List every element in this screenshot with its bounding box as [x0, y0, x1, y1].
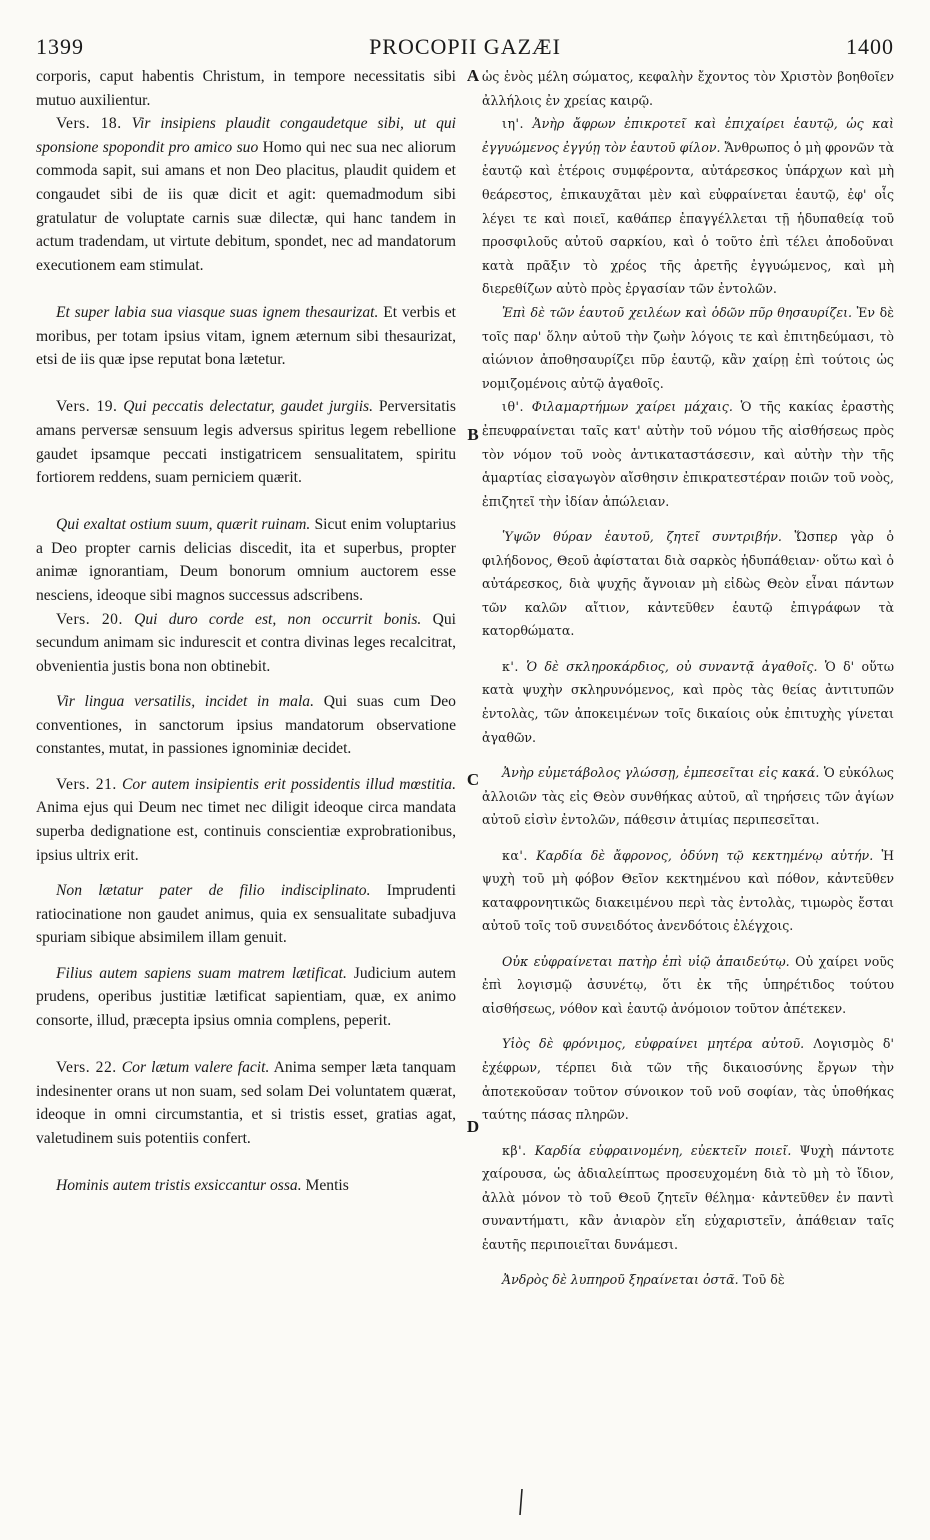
- commentary-text: Ὁ εὐκόλως ἀλλοιῶν τὰς εἰς Θεὸν συνθήκας αὐτοῦ, αἳ τηρήσεις τῶν ἁγίων αὐτοῦ εἰσὶν ἐντολῶν, πάθεσιν ἀτιμίας περιπεσεῖται.: [482, 765, 894, 828]
- greek-paragraph: [482, 1268, 894, 1292]
- verse-number: ιθ'.: [502, 399, 524, 415]
- margin-letter-a: A: [466, 66, 480, 85]
- latin-paragraph: [36, 773, 456, 867]
- verse-number: Vers. 22.: [56, 1058, 117, 1076]
- commentary-text: Ἐν δὲ τοῖς παρ' ὅλην αὐτοῦ τὴν ζωὴν λόγοις τε καὶ ἐπιτηδεύμασι, τὸ αἰώνιον ἀποθησαυρίζει πῦρ ἑαυτῷ, κἂν χαίρῃ ἐπὶ τούτοις ὡς νομιζομένοις αὐτῷ ἀγαθοῖς.: [482, 304, 894, 391]
- verse-number: ιη'.: [502, 116, 524, 132]
- greek-column: [482, 65, 894, 1515]
- greek-paragraph: [482, 655, 894, 749]
- commentary-text: Qui secundum animam sic indurescit et contra divinas leges recalcitrat, obvenientia justis bona non obtinebit.: [36, 610, 456, 675]
- margin-letter-d: D: [466, 1117, 480, 1136]
- latin-paragraph: [36, 1174, 456, 1198]
- commentary-text: Ὥσπερ γὰρ ὁ φιλήδονος, Θεοῦ ἀφίσταται διὰ σαρκὸς ἡδυπάθειαν· οὕτω καὶ ὁ αὐτάρεσκος, διὰ ψυχῆς ἄγνοιαν μὴ εἰδὼς Θεὸν εἶναι πάντων τῶν καλῶν αἴτιον, κἀντεῦθεν ἑαυτῷ ἐπιγράφων τὰ κατορθώματα.: [482, 529, 894, 639]
- commentary-text: Qui suas cum Deo conventiones, in sanctorum ipsius mandatorum observatione constantes, mutat, in passiones ignominiæ decidet.: [36, 693, 456, 758]
- margin-letter-c: C: [466, 770, 480, 789]
- latin-paragraph: [36, 301, 456, 372]
- verse-lemma: Καρδία δὲ ἄφρονος, ὀδύνη τῷ κεκτημένῳ αὐτήν.: [536, 847, 874, 863]
- commentary-text: Imprudenti ratiocinatione non gaudet animus, quia ex sensualitate subadjuva spuriam sibique absimilem illam genuit.: [36, 881, 456, 947]
- verse-number: κ'.: [502, 658, 519, 674]
- verse-lemma: Et super labia sua viasque suas ignem thesaurizat.: [56, 303, 379, 321]
- verse-lemma: Οὐκ εὐφραίνεται πατὴρ ἐπὶ υἱῷ ἀπαιδεύτῳ.: [502, 953, 790, 969]
- page-number-left: 1399: [36, 34, 84, 59]
- verse-lemma: Καρδία εὐφραινομένη, εὐεκτεῖν ποιεῖ.: [534, 1142, 792, 1158]
- commentary-text: Λογισμὸς δ' ἐχέφρων, τέρπει διὰ τῶν τῆς δικαιοσύνης ἔργων τὴν ἀποτεκοῦσαν τοῦτον σύνοικον τοῦ νοῦ σοφίαν, τὰς ὑποθήκας ταύτης πάσας πληρῶν.: [482, 1036, 894, 1123]
- greek-paragraph: [482, 112, 894, 301]
- margin-letter-b: B: [467, 425, 479, 444]
- verse-lemma: Ἐπὶ δὲ τῶν ἑαυτοῦ χειλέων καὶ ὁδῶν πῦρ θησαυρίζει.: [502, 304, 853, 320]
- ink-flourish-mark: [516, 1487, 526, 1517]
- verse-number: Vers. 20.: [56, 610, 123, 628]
- verse-lemma: Hominis autem tristis exsiccantur ossa.: [56, 1176, 302, 1194]
- verse-lemma: Qui exaltat ostium suum, quærit ruinam.: [56, 516, 311, 534]
- commentary-text: Ὁ τῆς κακίας ἐραστὴς ἐπευφραίνεται ταῖς κατ' αὐτὴν τοῦ νόμου τῆς αἰσθήσεως πρὸς τὸν νόμον τοῦ νοὸς ἀντικαταστάσεσιν, καὶ αὐτὴν τὴν τῆς ἁμαρτίας εἰσαγωγὸν αἴσθησιν ἐπικρατεστέραν ποιῶν τοῦ νοὸς, ἐπιζητεῖ τὴν ἰδίαν ἀπώλειαν.: [482, 399, 894, 509]
- greek-paragraph: ὡς ἑνὸς μέλη σώματος, κεφαλὴν ἔχοντος τὸν Χριστὸν βοηθοῖεν ἀλλήλοις ἐν χρείας καιρῷ.: [482, 69, 894, 108]
- latin-paragraph: [36, 690, 456, 761]
- verse-number: κβ'.: [502, 1142, 527, 1158]
- verse-lemma: Ὁ δὲ σκληροκάρδιος, οὐ συναντᾷ ἀγαθοῖς.: [526, 658, 818, 674]
- commentary-text: Οὐ χαίρει νοῦς ἐπὶ λογισμῷ ἀσυνέτῳ, ὅτι ἐκ τῆς ὑπηρέτιδος τούτου αἰσθήσεως, νόθον καὶ ἑαυτῷ ἀνόμοιον τοῦτον ἀπέτεκεν.: [482, 953, 894, 1016]
- commentary-text: Ἄνθρωπος ὁ μὴ φρονῶν τὰ ἑαυτῷ καὶ ἑτέροις συμφέροντα, αὐτάρεσκος ὑπάρχων καὶ μὴ θεάρεστος, ἐπικαυχᾶται μὲν καὶ εὐφραίνεται ἑαυτῷ, ἐφ' οἷς λέγει τε καὶ ποιεῖ, καθάπερ ἐπαγγέλλεται τῇ ἡδυπαθείᾳ τοῦ προσφιλοῦς αὐτοῦ σαρκίου, καὶ ὁ τοῦτο ἐπὶ τέλει ἀποδοῦναι κατὰ πρᾶξιν τὸ χρέος τῆς ἀρετῆς ἐγγυώμενος, καὶ μὴ διερεθίζων αὐτὸ πρὸς ἐργασίαν τῶν ἐντολῶν.: [482, 139, 894, 297]
- commentary-text: Judicium autem prudens, operibus justitiæ lætificat sapientiam, quæ, ex animo consorte, illud, præcepta ipsius omnia complens, peperit.: [36, 964, 456, 1029]
- commentary-text: Ὁ δ' οὕτω κατὰ ψυχὴν σκληρυνόμενος, καὶ πρὸς τὰς θείας ἀντιτυπῶν ἐντολὰς, τῶν ἀποκειμένων τοῖς δικαίοις οὐκ ἐπιτυχὴς γίνεται ἀγαθῶν.: [482, 658, 894, 745]
- verse-lemma: Vir lingua versatilis, incidet in mala.: [56, 693, 314, 711]
- latin-paragraph: [36, 513, 456, 607]
- running-title: PROCOPII GAZÆI: [369, 34, 561, 59]
- verse-number: Vers. 18.: [56, 115, 122, 133]
- greek-paragraph: [482, 844, 894, 938]
- verse-number: Vers. 19.: [56, 398, 118, 416]
- commentary-text: Ἡ ψυχὴ τοῦ μὴ φόβον Θεῖον κεκτημένου καὶ πόθον, κἀντεῦθεν καταφρονητικῶς διακειμένου περὶ τὰς ἐντολὰς, τιμωρὸς ἔσται αὐτοῦ τοῖς τοῦ συνειδότος ἀνενδότοις ἐλέγχοις.: [482, 847, 894, 934]
- verse-lemma: Ἀνδρὸς δὲ λυπηροῦ ξηραίνεται ὀστᾶ.: [502, 1272, 739, 1288]
- commentary-text: Homo qui nec sua nec aliorum commoda sapit, sui amans et non Deo placitus, plaudit quidem et congaudet sibi de iis quæ dicit et agit: quemadmodum sibi gratulatur de voluptate carnis suæ dilectæ, qui hanc tandem in actum tradendam, ut virtute debitum, spondet, nec ad mandatorum executionem eam stimulat.: [36, 138, 456, 274]
- verse-lemma: Ἀνὴρ ἄφρων ἐπικροτεῖ καὶ ἐπιχαίρει ἑαυτῷ, ὡς καὶ ἐγγυώμενος ἐγγύῃ τὸν ἑαυτοῦ φίλον.: [482, 116, 894, 155]
- greek-paragraph: [482, 301, 894, 395]
- verse-number: κα'.: [502, 847, 528, 863]
- verse-lemma: Vir insipiens plaudit congaudetque sibi, ut qui sponsione spopondit pro amico suo: [36, 115, 456, 156]
- commentary-text: Anima ejus qui Deum nec timet nec diligit ideoque circa mandata superba dedignatione est, continuis conscientiæ exprobrationibus, ipsius ultrix erit.: [36, 799, 456, 864]
- latin-paragraph: [36, 962, 456, 1033]
- verse-lemma: Ἀνὴρ εὐμετάβολος γλώσσῃ, ἐμπεσεῖται εἰς κακά.: [502, 765, 820, 781]
- greek-paragraph: [482, 525, 894, 643]
- verse-lemma: Cor lætum valere facit.: [121, 1058, 270, 1076]
- latin-paragraph: [36, 1056, 456, 1150]
- verse-lemma: Non lætatur pater de filio indisciplinato.: [56, 881, 371, 899]
- page-header: [36, 34, 894, 60]
- latin-paragraph: [36, 608, 456, 679]
- verse-lemma: Φιλαμαρτήμων χαίρει μάχαις.: [531, 399, 733, 415]
- latin-paragraph: corporis, caput habentis Christum, in tempore necessitatis sibi mutuo auxilientur.: [36, 68, 456, 109]
- verse-lemma: Qui duro corde est, non occurrit bonis.: [134, 610, 422, 628]
- greek-paragraph: [482, 761, 894, 832]
- commentary-text: Et verbis et moribus, per totam ipsius vitam, ignem æternum sibi thesaurizat, etsi de iis quæ ipse reputat bona lætetur.: [36, 303, 456, 369]
- commentary-text: Ψυχὴ πάντοτε χαίρουσα, ὡς ἀδιαλείπτως προσευχομένη διὰ τὸ μὴ τὸ ἴδιον, ἀλλὰ μόνον τὸ τοῦ Θεοῦ ζητεῖν θέλημα· κἀντεῦθεν ἐν παντὶ συναντήματι, κἂν ἀνιαρὸν εἴη εὐχαριστεῖν, ἀπάθειαν ταῖς ἑαυτῆς περιποιεῖται δυνάμεσι.: [482, 1142, 894, 1252]
- commentary-text: Τοῦ δὲ: [742, 1272, 785, 1288]
- verse-lemma: Cor autem insipientis erit possidentis illud mœstitia.: [122, 775, 456, 793]
- verse-lemma: Filius autem sapiens suam matrem lætificat.: [56, 964, 347, 982]
- latin-paragraph: [36, 112, 456, 277]
- latin-column: [36, 65, 456, 1515]
- verse-number: Vers. 21.: [56, 775, 117, 793]
- greek-paragraph: [482, 395, 894, 513]
- greek-paragraph: [482, 1032, 894, 1126]
- verse-lemma: Υἱὸς δὲ φρόνιμος, εὐφραίνει μητέρα αὐτοῦ.: [502, 1036, 805, 1052]
- greek-paragraph: [482, 950, 894, 1021]
- greek-paragraph: [482, 1139, 894, 1257]
- latin-paragraph: [36, 395, 456, 489]
- commentary-text: Perversitatis amans perversæ sensuum legis adversus spiritus legem rebellione gaudet ipsamque peccati instigatricem sensualitatem, spiritu fortiorem reddens, suam perniciem quærit.: [36, 398, 456, 487]
- commentary-text: Anima semper læta tanquam indesinenter orans ut non suam, sed solam Dei voluntatem quærat, ideoque in omni circumstantia, et si tristis esset, gratias agat, valetudinem suis potentiis confert.: [36, 1058, 456, 1147]
- verse-lemma: Ὑψῶν θύραν ἑαυτοῦ, ζητεῖ συντριβήν.: [502, 529, 782, 545]
- latin-paragraph: [36, 879, 456, 950]
- verse-lemma: Qui peccatis delectatur, gaudet jurgiis.: [123, 398, 374, 416]
- commentary-text: Sicut enim voluptarius a Deo propter carnis delicias discedit, ita et superbus, propter animæ ignorantiam, Deum bonorum omnium auctorem esse nesciens, ideoque sibi magnos successus adscribens.: [36, 516, 456, 605]
- page-number-right: 1400: [846, 34, 894, 59]
- commentary-text: Mentis: [305, 1176, 349, 1194]
